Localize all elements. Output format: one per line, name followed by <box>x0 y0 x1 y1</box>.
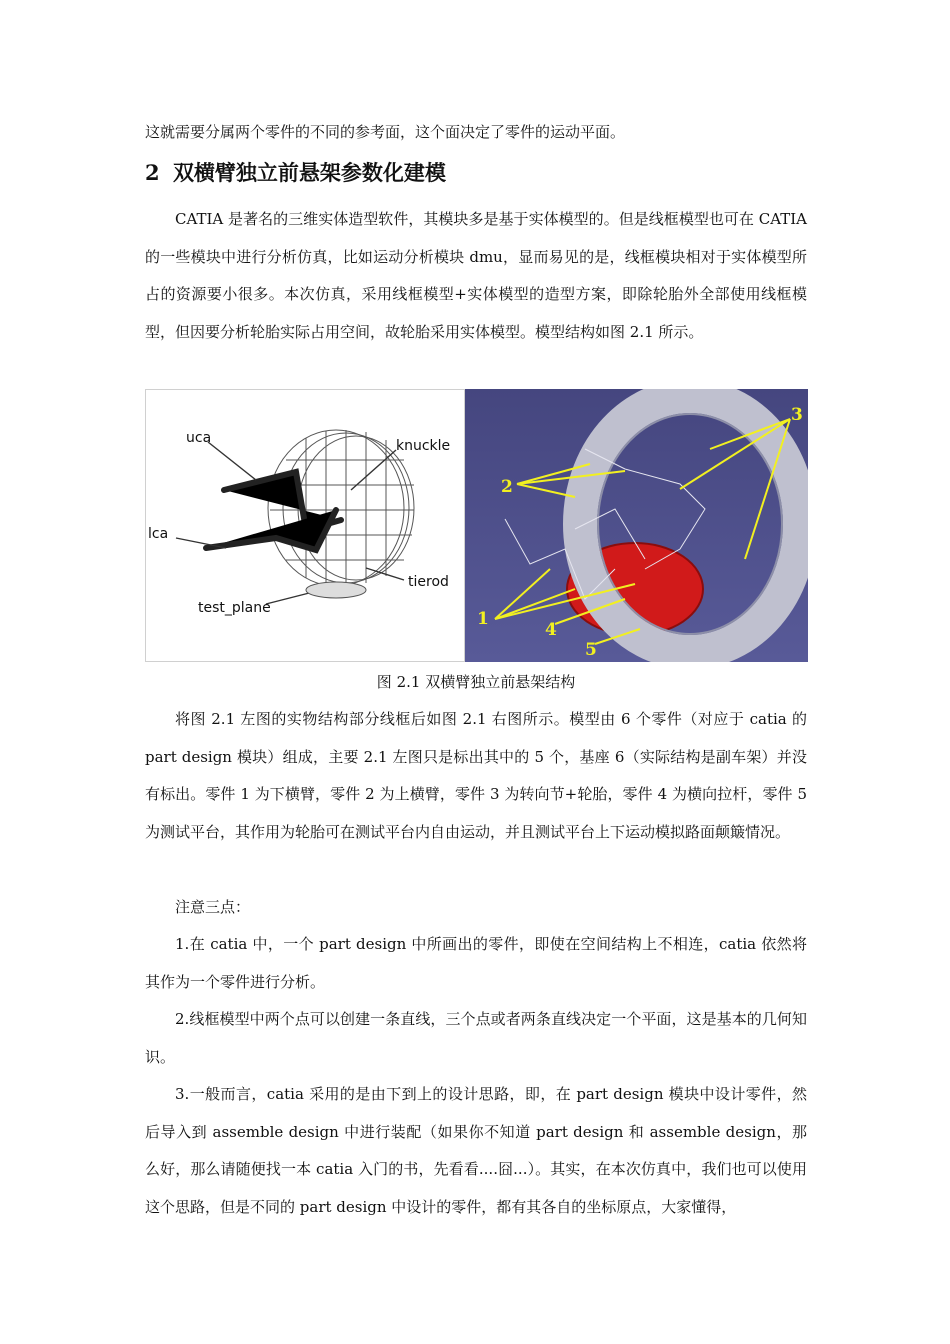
note-1: 1.在 catia 中，一个 part design 中所画出的零件，即使在空间结构上不相连，catia 依然将其作为一个零件进行分析。 <box>145 935 807 991</box>
notes-title: 注意三点： <box>175 898 251 916</box>
figure-right-wireframe-model <box>465 389 808 662</box>
physical-model-drawing <box>146 390 466 663</box>
section-heading <box>145 157 446 189</box>
section-title: 双横臂独立前悬架参数化建模 <box>172 160 446 185</box>
figure-2-1 <box>145 389 808 662</box>
section-number: 2 <box>145 160 160 185</box>
callout-1: 1 <box>477 609 489 629</box>
wireframe-model-drawing <box>465 389 808 662</box>
label-knuckle: knuckle <box>396 438 451 454</box>
callout-2: 2 <box>501 477 513 497</box>
figure-left-physical-model <box>145 389 465 662</box>
label-lca: lca <box>148 526 169 542</box>
label-tierod: tierod <box>408 574 449 590</box>
note-3: 3.一般而言，catia 采用的是由下到上的设计思路，即，在 part design 模块中设计零件，然后导入到 assemble design 中进行装配（如果你不知道 part design 和 assemble design，那么好，那么请随便找一本 catia 入门的书，先看看....囧...）。其实，在本次仿真中，我们也可以使用这个思路，但是不同的 part design 中设计的零件，都有其各自的坐标原点，大家懂得， <box>145 1085 807 1216</box>
callout-3: 3 <box>791 405 803 425</box>
leader-lines <box>176 442 404 604</box>
paragraph-2: 将图 2.1 左图的实物结构部分线框后如图 2.1 右图所示。模型由 6 个零件（对应于 catia 的 part design 模块）组成，主要 2.1 左图只是标出其中的 5 个，基座 6（实际结构是副车架）并没有标出。零件 1 为下横臂，零件 2 为上横臂，零件 3 为转向节+轮胎，零件 4 为横向拉杆，零件 5 为测试平台，其作用为轮胎可在测试平台内自由运动，并且测试平台上下运动模拟路面颠簸情况。 <box>145 710 807 841</box>
label-uca: uca <box>186 430 212 446</box>
control-arms <box>206 472 341 550</box>
intro-line: 这就需要分属两个零件的不同的参考面，这个面决定了零件的运动平面。 <box>145 123 626 141</box>
paragraph-1: CATIA 是著名的三维实体造型软件，其模块多是基于实体模型的。但是线框模型也可在 CATIA 的一些模块中进行分析仿真，比如运动分析模块 dmu，显而易见的是，线框模块相对于实体模型所占的资源要小很多。本次仿真，采用线框模型+实体模型的造型方案，即除轮胎外全部使用线框模型，但因要分析轮胎实际占用空间，故轮胎采用实体模型。模型结构如图 2.1 所示。 <box>145 210 807 341</box>
callout-4: 4 <box>545 620 557 640</box>
callout-5: 5 <box>585 640 597 660</box>
label-test-plane: test_plane <box>198 600 271 616</box>
test-plane-disc <box>306 582 366 598</box>
figure-caption: 图 2.1 双横臂独立前悬架结构 <box>376 673 576 691</box>
note-2: 2.线框模型中两个点可以创建一条直线，三个点或者两条直线决定一个平面，这是基本的几何知识。 <box>145 1010 807 1066</box>
